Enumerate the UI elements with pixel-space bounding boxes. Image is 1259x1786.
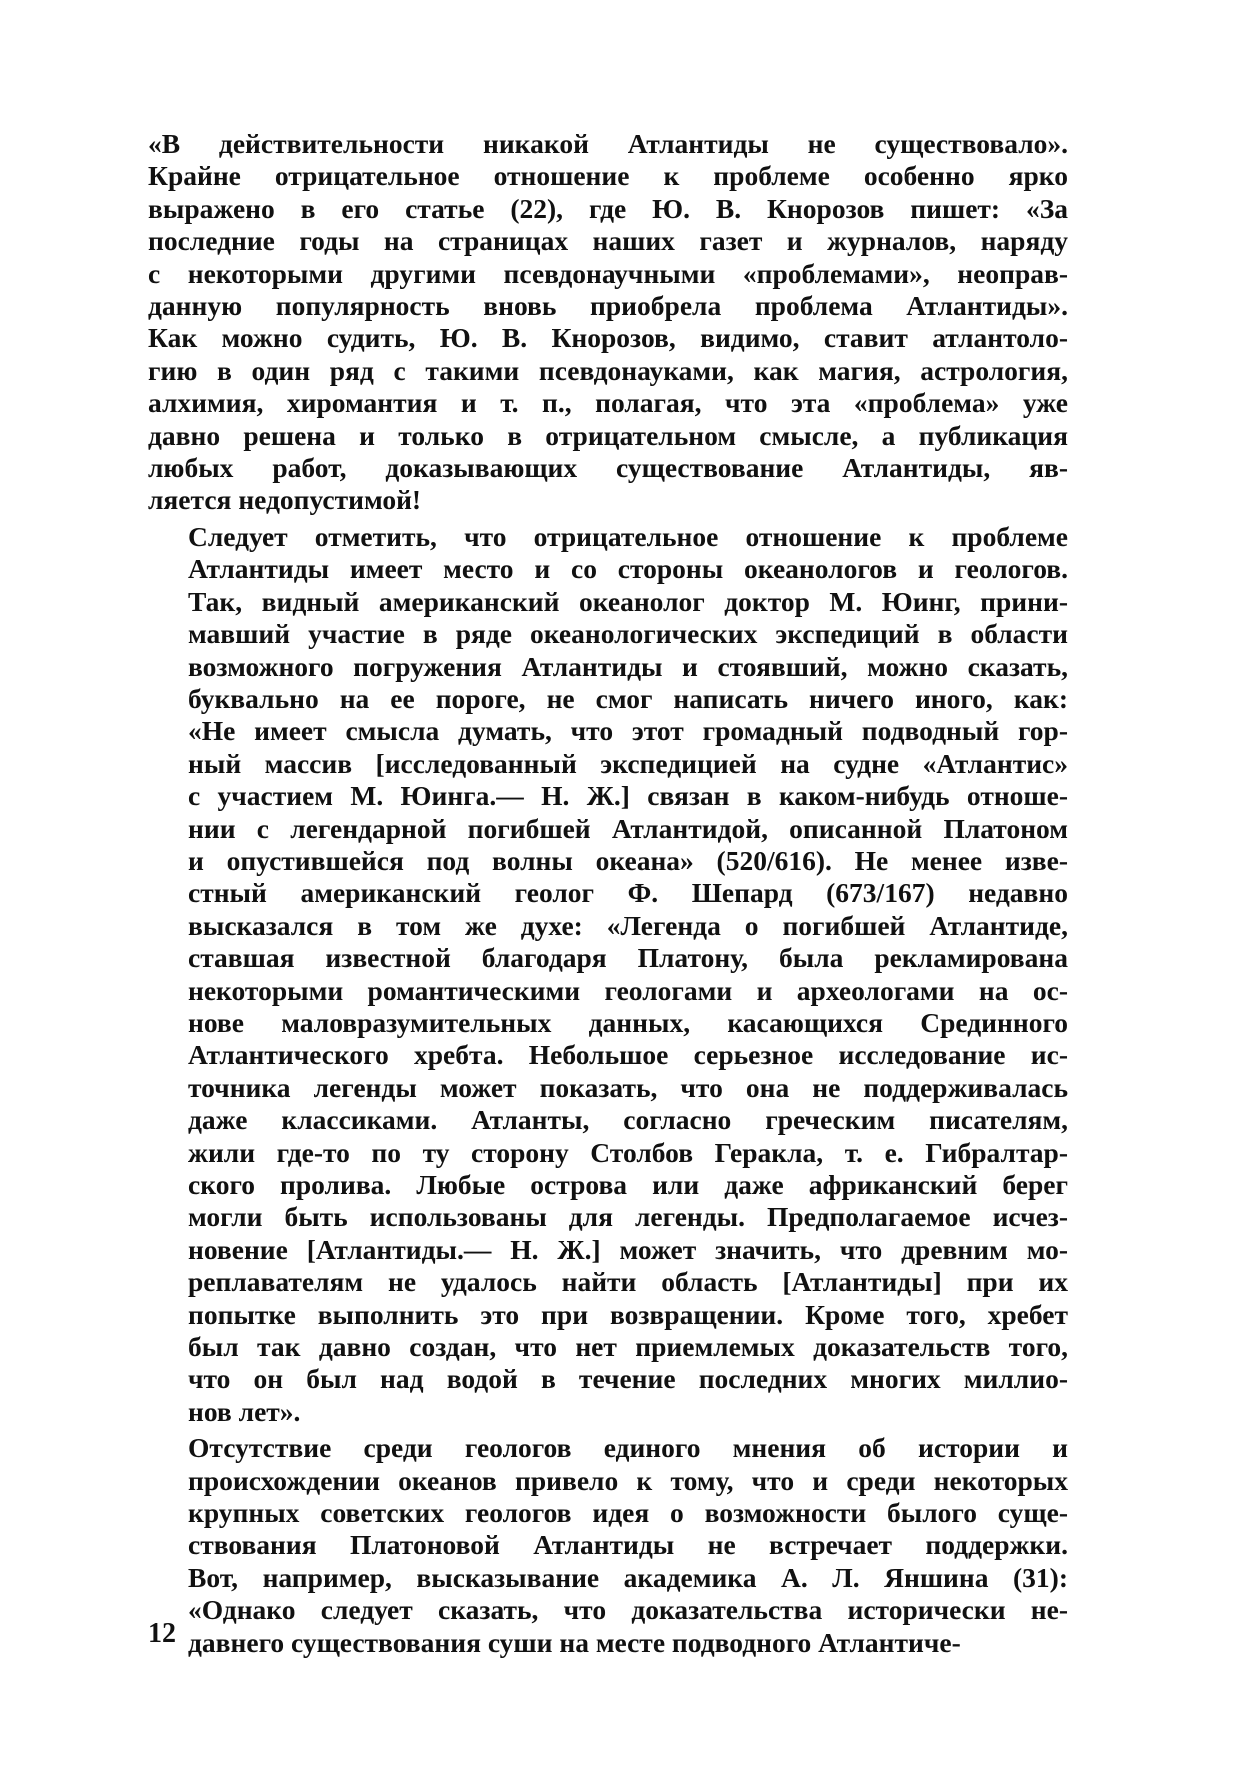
text-line: алхимия, хиромантия и т. п., полагая, что эта «проблема» уже — [148, 387, 1068, 419]
text-line: ляется недопустимой! — [148, 484, 422, 516]
text-line: давно решена и только в отрицательном смысле, а публикация — [148, 419, 1068, 451]
text-line: был так давно создан, что нет приемлемых доказательств того, — [188, 1331, 1068, 1363]
text-line: с участием М. Юинга.— Н. Ж.] связан в каком-нибудь отноше- — [188, 780, 1068, 812]
text-line: новение [Атлантиды.— Н. Ж.] может значить, что древним мо- — [188, 1233, 1068, 1265]
text-line: могли быть использованы для легенды. Предполагаемое исчез- — [188, 1201, 1068, 1233]
text-line: Крайне отрицательное отношение к проблеме особенно ярко — [148, 160, 1068, 192]
text-line: выражено в его статье (22), где Ю. В. Кнорозов пишет: «За — [148, 192, 1068, 224]
text-line: некоторыми романтическими геологами и археологами на ос- — [188, 974, 1068, 1006]
text-line: Так, видный американский океанолог доктор М. Юинг, прини- — [188, 585, 1068, 617]
text-line: попытке выполнить это при возвращении. Кроме того, хребет — [188, 1298, 1068, 1330]
text-line: Атлантического хребта. Небольшое серьезное исследование ис- — [188, 1039, 1068, 1071]
text-line: «Однако следует сказать, что доказательства исторически не- — [188, 1594, 1068, 1626]
text-line: последние годы на страницах наших газет и журналов, наряду — [148, 225, 1068, 257]
text-line: «В действительности никакой Атлантиды не существовало». — [148, 128, 1068, 159]
text-line: Атлантиды имеет место и со стороны океанологов и геологов. — [188, 553, 1068, 585]
text-line: давнего существования суши на месте подводного Атлантиче- — [188, 1626, 961, 1658]
text-line: жили где-то по ту сторону Столбов Геракла, т. е. Гибралтар- — [188, 1136, 1068, 1168]
text-line: высказался в том же духе: «Легенда о погибшей Атлантиде, — [188, 909, 1068, 941]
text-line: «Не имеет смысла думать, что этот громадный подводный гор- — [188, 715, 1068, 747]
text-line: Вот, например, высказывание академика А. Л. Яншина (31): — [188, 1561, 1068, 1593]
text-line: даже классиками. Атланты, согласно греческим писателям, — [188, 1104, 1068, 1136]
text-line: стный американский геолог Ф. Шепард (673/167) недавно — [188, 877, 1068, 909]
text-line: происхождении океанов привело к тому, что и среди некоторых — [188, 1464, 1068, 1496]
text-line: мавший участие в ряде океанологических экспедиций в области — [188, 618, 1068, 650]
text-line: возможного погружения Атлантиды и стоявший, можно сказать, — [188, 650, 1068, 682]
text-line: и опустившейся под волны океана» (520/616). Не менее изве- — [188, 844, 1068, 876]
text-line: нии с легендарной погибшей Атлантидой, описанной Платоном — [188, 812, 1068, 844]
text-line: ставшая известной благодаря Платону, была рекламирована — [188, 942, 1068, 974]
text-line: гию в один ряд с такими псевдонауками, как магия, астрология, — [148, 354, 1068, 386]
text-line: Следует отметить, что отрицательное отношение к проблеме — [188, 520, 1068, 552]
paragraph-1 — [148, 128, 1068, 517]
paragraph-3 — [148, 1432, 1068, 1659]
text-line: точника легенды может показать, что она не поддерживалась — [188, 1071, 1068, 1103]
text-line: данную популярность вновь приобрела проблема Атлантиды». — [148, 290, 1068, 322]
text-line: нове маловразумительных данных, касающихся Срединного — [188, 1006, 1068, 1038]
text-line: реплавателям не удалось найти область [Атлантиды] при их — [188, 1266, 1068, 1298]
page-body — [148, 128, 1068, 1663]
text-line: ный массив [исследованный экспедицией на судне «Атлантис» — [188, 747, 1068, 779]
text-line: буквально на ее пороге, не смог написать ничего иного, как: — [188, 682, 1068, 714]
text-line: ского пролива. Любые острова или даже африканский берег — [188, 1169, 1068, 1200]
page-number: 12 — [148, 1618, 176, 1649]
text-line: Отсутствие среди геологов единого мнения об истории и — [188, 1432, 1068, 1464]
text-line: нов лет». — [188, 1395, 301, 1427]
text-line: с некоторыми другими псевдонаучными «проблемами», неоправ- — [148, 257, 1068, 289]
text-line: Как можно судить, Ю. В. Кнорозов, видимо, ставит атлантоло- — [148, 322, 1068, 354]
text-line: крупных советских геологов идея о возможности былого суще- — [188, 1497, 1068, 1529]
text-line: любых работ, доказывающих существование Атлантиды, яв- — [148, 452, 1068, 484]
text-line: ствования Платоновой Атлантиды не встречает поддержки. — [188, 1529, 1068, 1561]
text-line: что он был над водой в течение последних многих миллио- — [188, 1363, 1068, 1395]
paragraph-2 — [148, 521, 1068, 1428]
